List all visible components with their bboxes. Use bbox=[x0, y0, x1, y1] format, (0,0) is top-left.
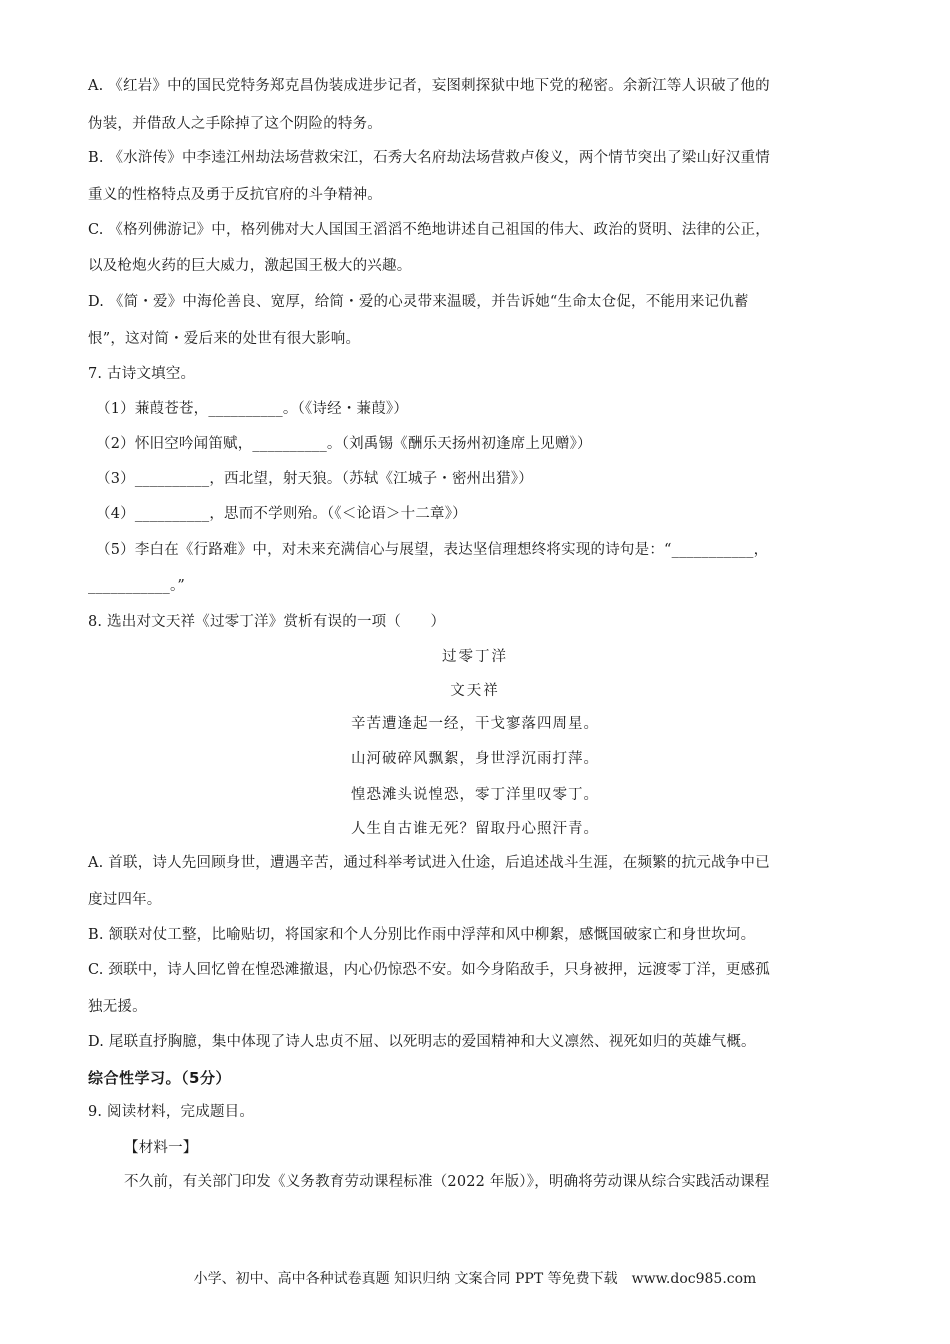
page-footer bbox=[0, 1268, 950, 1290]
q8-option-b: B. 颔联对仗工整，比喻贴切，将国家和个人分别比作雨中浮萍和风中柳絮，感慨国破家亡和身世坎坷。 bbox=[88, 927, 756, 943]
footer-url[interactable]: www.doc985.com bbox=[631, 1271, 757, 1287]
q7-item-5-line2: ___________。” bbox=[88, 578, 186, 594]
poem-line-3: 惶恐滩头说惶恐，零丁洋里叹零丁。 bbox=[351, 787, 599, 803]
q7-item-5-line1: （5）李白在《行路难》中，对未来充满信心与展望，表达坚信理想终将实现的诗句是：“___________， bbox=[96, 542, 769, 558]
q6-option-a-line1: A. 《红岩》中的国民党特务郑克昌伪装成进步记者，妄图刺探狱中地下党的秘密。余新江等人识破了他的 bbox=[88, 78, 770, 94]
q6-option-b-line1: B. 《水浒传》中李逵江州劫法场营救宋江，石秀大名府劫法场营救卢俊义，两个情节突出了梁山好汉重情 bbox=[88, 150, 770, 166]
q7-stem: 7. 古诗文填空。 bbox=[88, 366, 196, 382]
q8-option-d: D. 尾联直抒胸臆，集中体现了诗人忠贞不屈、以死明志的爱国精神和大义凛然、视死如归的英雄气概。 bbox=[88, 1034, 756, 1050]
poem-line-1: 辛苦遭逢起一经，干戈寥落四周星。 bbox=[351, 716, 599, 732]
q6-option-b-line2: 重义的性格特点及勇于反抗官府的斗争精神。 bbox=[88, 187, 382, 203]
poem-title: 过零丁洋 bbox=[442, 649, 508, 665]
q7-item-4: （4）__________，思而不学则殆。（《＜论语＞十二章》） bbox=[96, 506, 467, 522]
q7-item-2: （2）怀旧空吟闻笛赋，__________。（刘禹锡《酬乐天扬州初逢席上见赠》） bbox=[96, 436, 592, 452]
q6-option-d-line2: 恨”，这对简・爱后来的处世有很大影响。 bbox=[88, 331, 361, 347]
q6-option-c-line1: C. 《格列佛游记》中，格列佛对大人国国王滔滔不绝地讲述自己祖国的伟大、政治的贤明、法律的公正， bbox=[88, 222, 770, 238]
poem-author: 文天祥 bbox=[450, 683, 500, 699]
q8-option-c-line1: C. 颈联中，诗人回忆曾在惶恐滩撤退，内心仍惊恐不安。如今身陷敌手，只身被押，远渡零丁洋，更感孤 bbox=[88, 962, 770, 978]
q7-item-1: （1）蒹葭苍苍，__________。（《诗经・蒹葭》） bbox=[96, 401, 409, 417]
q9-material-text: 不久前，有关部门印发《义务教育劳动课程标准（2022 年版）》，明确将劳动课从综合实践活动课程 bbox=[124, 1174, 770, 1190]
poem-line-2: 山河破碎风飘絮，身世浮沉雨打萍。 bbox=[351, 751, 599, 767]
q8-option-a-line1: A. 首联，诗人先回顾身世，遭遇辛苦，通过科举考试进入仕途，后追述战斗生涯，在频繁的抗元战争中已 bbox=[88, 855, 770, 871]
q9-stem: 9. 阅读材料，完成题目。 bbox=[88, 1104, 255, 1120]
q8-stem: 8. 选出对文天祥《过零丁洋》赏析有误的一项（ ） bbox=[88, 614, 446, 630]
q6-option-d-line1: D. 《简・爱》中海伦善良、宽厚，给简・爱的心灵带来温暖，并告诉她“生命太仓促，不能用来记仇蓄 bbox=[88, 294, 749, 310]
poem-line-4: 人生自古谁无死？留取丹心照汗青。 bbox=[351, 821, 599, 837]
q9-material-label: 【材料一】 bbox=[124, 1140, 198, 1156]
q7-item-3: （3）__________，西北望，射天狼。（苏轼《江城子・密州出猎》） bbox=[96, 471, 533, 487]
q6-option-c-line2: 以及枪炮火药的巨大威力，激起国王极大的兴趣。 bbox=[88, 258, 412, 274]
q8-option-c-line2: 独无援。 bbox=[88, 999, 147, 1015]
footer-text: 小学、初中、高中各种试卷真题 知识归纳 文案合同 PPT 等免费下载 bbox=[193, 1271, 618, 1287]
q8-option-a-line2: 度过四年。 bbox=[88, 892, 162, 908]
section-heading: 综合性学习。（5分） bbox=[88, 1069, 231, 1087]
q6-option-a-line2: 伪装，并借敌人之手除掉了这个阴险的特务。 bbox=[88, 116, 382, 132]
